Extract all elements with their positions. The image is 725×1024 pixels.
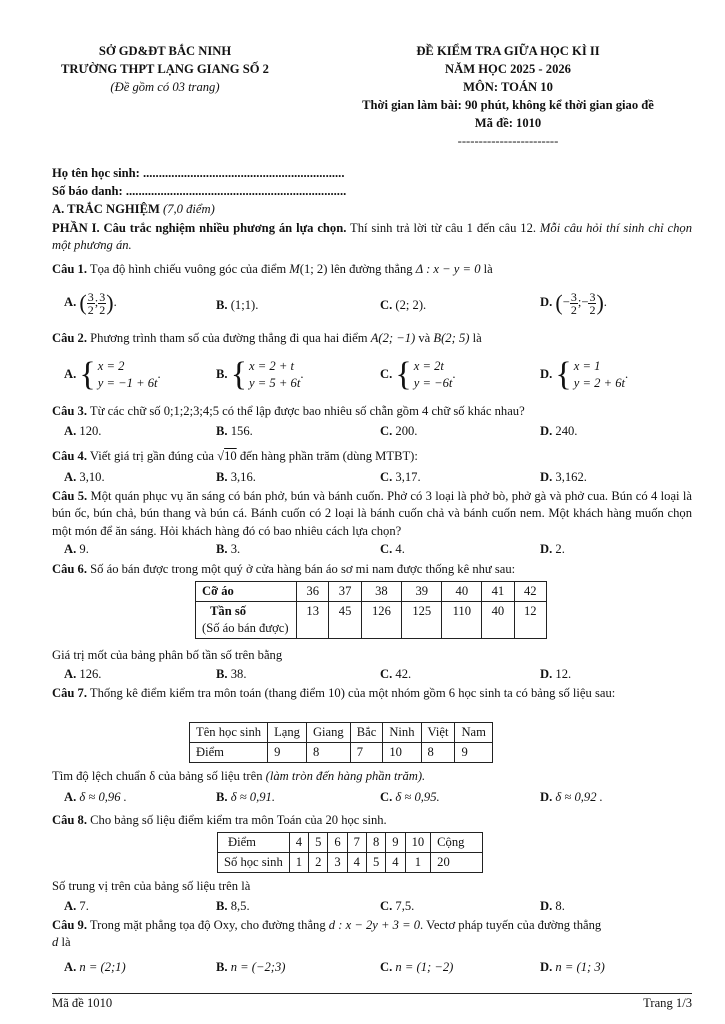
math-scores-table	[217, 832, 483, 873]
question-9	[52, 917, 692, 952]
option-label: C.	[380, 667, 393, 681]
option-a[interactable]	[64, 790, 127, 805]
option-value: 3,16.	[230, 470, 256, 484]
option-a[interactable]: A. { x = 2 y = −1 + 6t .	[64, 356, 161, 393]
table-cell: 12	[514, 602, 546, 639]
math-point-b: B(2; 5)	[433, 331, 470, 345]
option-value: 12.	[555, 667, 572, 681]
table-cell: 7	[350, 743, 383, 763]
table-cell: 7	[347, 833, 366, 853]
table-cell: 40	[442, 582, 482, 602]
paren-close: )	[596, 290, 604, 315]
option-label: A.	[64, 470, 77, 484]
denominator: 2	[99, 302, 106, 317]
option-value: 3,162.	[555, 470, 587, 484]
option-value: n = (2;1)	[79, 960, 126, 974]
brace-icon: {	[79, 356, 96, 393]
option-b[interactable]	[216, 470, 256, 485]
question-text: Số áo bán được trong một quý ở cửa hàng bán áo sơ mi nam được thống kê như sau:	[87, 562, 516, 576]
brace-icon: {	[230, 356, 248, 393]
option-label: B.	[216, 298, 228, 312]
option-d[interactable]	[540, 470, 587, 485]
frequency-sublabel: (Số áo bán được)	[202, 621, 289, 635]
table-cell: 4	[289, 833, 308, 853]
school-name: TRƯỜNG THPT LẠNG GIANG SỐ 2	[61, 62, 269, 76]
question-text: . Vectơ pháp tuyến của đường thẳng	[420, 918, 602, 932]
paren-open: (	[555, 290, 563, 315]
option-value: 3,17.	[395, 470, 421, 484]
option-d[interactable]	[540, 424, 577, 439]
numerator: 3	[99, 289, 106, 304]
option-a[interactable]	[64, 424, 101, 439]
option-a[interactable]	[64, 899, 89, 914]
table-cell: 38	[361, 582, 401, 602]
question-label: Câu 2.	[52, 331, 87, 345]
math-point: M	[289, 262, 300, 276]
question-text: đến hàng phần trăm (dùng MTBT):	[236, 449, 418, 463]
q2-options	[64, 358, 684, 396]
option-value: (1;1)	[230, 298, 256, 312]
table-cell: 9	[268, 743, 307, 763]
exam-title: ĐỀ KIỂM TRA GIỮA HỌC KÌ II	[416, 44, 600, 58]
option-label: D.	[540, 899, 553, 913]
option-value: 2.	[555, 542, 565, 556]
table-cell: 42	[514, 582, 546, 602]
question-text: Viết giá trị gần đúng của	[87, 449, 218, 463]
q7-options	[64, 790, 684, 808]
option-label: C.	[380, 542, 393, 556]
table-header-cell: Số học sinh	[218, 853, 290, 873]
option-a[interactable]	[64, 470, 105, 485]
question-text: và	[415, 331, 434, 345]
option-b[interactable]	[216, 899, 250, 914]
option-label: D.	[540, 424, 553, 438]
paren-open: (	[79, 290, 87, 315]
option-value: 7,5.	[395, 899, 415, 913]
equation-line: y = −6t	[413, 376, 453, 390]
table-cell: 9	[386, 833, 405, 853]
question-8-prompt: Số trung vị trên của bảng số liệu trên là	[52, 879, 251, 893]
table-cell: 126	[361, 602, 401, 639]
question-7-prompt	[52, 769, 425, 784]
q9-options	[64, 960, 684, 978]
option-c[interactable]	[380, 542, 405, 557]
question-4	[52, 448, 692, 465]
math-coords: (1; 2)	[299, 262, 328, 276]
paren-close: )	[106, 290, 114, 315]
question-text: Phương trình tham số của đường thẳng đi qua hai điểm	[87, 331, 371, 345]
option-label: C.	[380, 899, 393, 913]
option-label: C.	[380, 424, 393, 438]
option-b[interactable]: B. (1;1).	[216, 298, 259, 312]
equation-line: x = 2	[97, 359, 125, 373]
table-cell: 1	[405, 853, 431, 873]
brace-icon: {	[395, 356, 412, 393]
question-text: Một quán phục vụ ăn sáng có bán phở, bún và bánh cuốn. Phở có 3 loại là phở bò, phở gà và phở cua. Bún có 4 loại là bún ốc, bún chả, bún thang và bún cá. Bánh cuốn có 2 loại là bánh cuốn chả và bánh cuốn nem. Một khách hàng muốn chọn một món để ăn sáng. Hỏi khách hàng đó có bao nhiêu cách lựa chọn?	[52, 489, 692, 538]
numerator: 3	[589, 289, 596, 304]
option-value: 8,5.	[230, 899, 250, 913]
table-header-cell	[196, 602, 297, 639]
option-label: A.	[64, 366, 77, 381]
footer-exam-code: Mã đề 1010	[52, 996, 113, 1010]
option-d[interactable]	[540, 899, 565, 914]
table-cell: Nam	[455, 723, 492, 743]
school-year: NĂM HỌC 2025 - 2026	[445, 62, 571, 76]
equation-line: y = −1 + 6t	[97, 376, 158, 390]
question-label: Câu 4.	[52, 449, 87, 463]
option-label: B.	[216, 424, 228, 438]
question-1	[52, 261, 692, 278]
table-cell: 41	[482, 582, 514, 602]
equation-line: x = 2 + t	[249, 359, 295, 373]
option-value: n = (−2;3)	[230, 960, 286, 974]
option-label: C.	[380, 470, 393, 484]
option-value: 120.	[79, 424, 102, 438]
denominator: 2	[570, 302, 577, 317]
pages-note: (Đề gồm có 03 trang)	[110, 80, 220, 94]
option-value: n = (1; 3)	[555, 960, 605, 974]
option-label: D.	[540, 470, 553, 484]
option-label: D.	[540, 366, 553, 381]
option-d[interactable]	[540, 960, 605, 975]
part1-title: PHẦN I. Câu trắc nghiệm nhiều phương án lựa chọn.	[52, 221, 347, 235]
question-label: Câu 6.	[52, 562, 87, 576]
question-3	[52, 403, 692, 420]
option-label: C.	[380, 366, 393, 381]
option-value: δ ≈ 0,95.	[395, 790, 440, 804]
table-cell: 9	[455, 743, 492, 763]
equation-system	[231, 358, 301, 392]
option-label: D.	[540, 542, 553, 556]
option-value: 3.	[230, 542, 241, 556]
student-name-line: Họ tên học sinh: ................................................................	[52, 166, 345, 180]
option-b[interactable]: B. { x = 2 + t y = 5 + 6t .	[216, 356, 304, 393]
option-d[interactable]	[540, 667, 571, 682]
table-cell: 10	[405, 833, 431, 853]
option-value: 3,10.	[79, 470, 105, 484]
question-2	[52, 330, 692, 347]
question-7	[52, 685, 692, 702]
table-header-cell: Tên học sinh	[190, 723, 268, 743]
table-cell: 40	[482, 602, 514, 639]
question-8	[52, 812, 692, 829]
option-d[interactable]	[540, 790, 603, 805]
math-point-a: A(2; −1)	[370, 331, 416, 345]
option-value: 7.	[79, 899, 89, 913]
option-label: C.	[380, 298, 393, 312]
table-cell: 8	[306, 743, 350, 763]
option-label: A.	[64, 424, 77, 438]
option-label: A.	[64, 899, 77, 913]
table-cell: 5	[366, 853, 385, 873]
option-b[interactable]	[216, 667, 246, 682]
table-cell: 2	[309, 853, 328, 873]
option-value: 156.	[230, 424, 253, 438]
table-cell: 6	[328, 833, 347, 853]
math-line: Δ : x − y = 0	[415, 262, 481, 276]
option-value: 9.	[79, 542, 89, 556]
question-text: là	[480, 262, 493, 276]
department-name: SỞ GD&ĐT BẮC NINH	[98, 44, 232, 58]
denominator: 2	[87, 302, 94, 317]
student-id-line: Số báo danh: ......................................................................	[52, 184, 347, 198]
footer-divider	[52, 993, 692, 994]
option-label: A.	[64, 294, 77, 309]
part1-note: Mỗi câu hỏi thí sinh chỉ chọn một phương án.	[52, 221, 693, 253]
option-a[interactable]	[64, 960, 126, 975]
option-label: B.	[216, 790, 228, 804]
option-c[interactable]	[380, 790, 440, 805]
option-a[interactable]	[64, 542, 89, 557]
option-c[interactable]: C. (2; 2).	[380, 298, 427, 312]
option-value: 200.	[395, 424, 418, 438]
option-label: D.	[540, 667, 553, 681]
table-header-cell: Điểm	[190, 743, 268, 763]
table-cell: Bắc	[350, 723, 383, 743]
table-cell: Ninh	[383, 723, 421, 743]
option-label: C.	[380, 790, 393, 804]
option-b[interactable]	[216, 960, 285, 975]
question-text: là	[58, 935, 71, 950]
option-label: C.	[380, 960, 393, 974]
table-cell: 45	[329, 602, 361, 639]
option-c[interactable]	[380, 424, 417, 439]
option-label: B.	[216, 960, 228, 974]
option-label: A.	[64, 667, 77, 681]
part1-text: Thí sinh trả lời từ câu 1 đến câu 12.	[346, 221, 540, 235]
table-cell: 36	[297, 582, 329, 602]
subject: MÔN: TOÁN 10	[463, 80, 553, 94]
brace-icon: {	[555, 356, 572, 393]
question-label: Câu 9.	[52, 918, 87, 932]
option-a[interactable]	[64, 667, 101, 682]
option-value: 38.	[230, 667, 247, 681]
q6-options	[64, 667, 684, 685]
header-rule: ------------------------	[457, 134, 559, 148]
question-6	[52, 561, 692, 578]
numerator: 3	[570, 289, 577, 304]
question-label: Câu 1.	[52, 262, 87, 276]
option-d[interactable]: D. { x = 1 y = 2 + 6t .	[540, 356, 629, 393]
table-cell: 20	[431, 853, 483, 873]
q4-options	[64, 470, 684, 488]
table-cell: Lạng	[268, 723, 307, 743]
option-value: 8.	[555, 899, 565, 913]
option-label: D.	[540, 960, 553, 974]
option-label: A.	[64, 960, 77, 974]
table-row	[190, 743, 493, 763]
option-label: B.	[216, 667, 228, 681]
table-cell: 8	[421, 743, 455, 763]
fraction	[87, 291, 95, 316]
table-cell: 5	[309, 833, 328, 853]
option-value: 240.	[555, 424, 578, 438]
table-row	[218, 853, 483, 873]
section-a-points: (7,0 điểm)	[163, 202, 215, 216]
q8-options	[64, 899, 684, 917]
option-label: A.	[64, 790, 77, 804]
question-text: Từ các chữ số 0;1;2;3;4;5 có thể lập được bao nhiêu số chẵn gồm 4 chữ số khác nhau?	[87, 404, 525, 418]
table-row	[190, 723, 493, 743]
question-label: Câu 7.	[52, 686, 87, 700]
q3-options	[64, 424, 684, 442]
fraction	[570, 291, 578, 316]
table-cell: 39	[402, 582, 442, 602]
equation-system	[79, 358, 157, 392]
question-text: Tìm độ lệch chuẩn δ của bảng số liệu trên	[52, 769, 266, 783]
option-value: 126.	[79, 667, 102, 681]
shirt-size-table	[195, 581, 547, 639]
table-cell: Giang	[306, 723, 350, 743]
question-text: Tọa độ hình chiếu vuông góc của điểm	[87, 262, 290, 276]
question-text: Thống kê điểm kiểm tra môn toán (thang điểm 10) của một nhóm gồm 6 học sinh ta có bảng số liệu sau:	[87, 686, 616, 700]
question-label: Câu 5.	[52, 489, 88, 503]
equation-line: x = 1	[573, 359, 601, 373]
table-cell: Việt	[421, 723, 455, 743]
table-cell: 4	[386, 853, 405, 873]
option-value: δ ≈ 0,92 .	[555, 790, 603, 804]
sqrt-icon: √	[217, 449, 225, 463]
option-label: B.	[216, 470, 228, 484]
equation-line: y = 2 + 6t	[573, 376, 626, 390]
question-text: Trong mặt phẳng tọa độ Oxy, cho đường thẳng	[87, 918, 329, 932]
question-text: là	[469, 331, 482, 345]
footer-page-number: Trang 1/3	[643, 996, 692, 1010]
table-cell: 37	[329, 582, 361, 602]
option-d[interactable]: D. (− $\frac{3}{2}$ ;− $\frac{3}{2}$ ).	[540, 289, 607, 317]
option-label: D.	[540, 790, 553, 804]
option-value: δ ≈ 0,96 .	[79, 790, 127, 804]
option-label: B.	[216, 899, 228, 913]
table-header-cell: Cỡ áo	[196, 582, 297, 602]
math-line: d : x − 2y + 3 = 0	[328, 918, 421, 932]
option-c[interactable]	[380, 667, 411, 682]
option-c[interactable]	[380, 899, 414, 914]
table-row	[218, 833, 483, 853]
option-value: 42.	[395, 667, 412, 681]
option-b[interactable]	[216, 424, 253, 439]
table-header-cell: Điểm	[218, 833, 290, 853]
question-text: Cho bảng số liệu điểm kiểm tra môn Toán của 20 học sinh.	[87, 813, 387, 827]
table-cell: 1	[289, 853, 308, 873]
option-c[interactable]: C. { x = 2t y = −6t .	[380, 356, 456, 393]
question-6-prompt: Giá trị mốt của bảng phân bố tần số trên bằng	[52, 648, 283, 662]
table-cell: 125	[402, 602, 442, 639]
part1-instructions	[52, 220, 692, 255]
question-5	[52, 488, 692, 540]
header-right	[318, 42, 698, 150]
q5-options	[64, 542, 684, 560]
student-scores-table	[189, 722, 493, 763]
table-cell: 4	[347, 853, 366, 873]
equation-line: x = 2t	[413, 359, 444, 373]
question-note: (làm tròn đến hàng phần trăm).	[265, 769, 426, 783]
section-a-title: A. TRẮC NGHIỆM	[52, 202, 160, 216]
q1-options	[64, 290, 684, 324]
time-allowed: Thời gian làm bài: 90 phút, không kể thời gian giao đề	[362, 98, 654, 112]
question-label: Câu 3.	[52, 404, 87, 418]
option-d[interactable]	[540, 542, 565, 557]
equation-system	[395, 358, 452, 392]
option-label: B.	[216, 542, 228, 556]
table-row	[196, 602, 547, 639]
question-label: Câu 8.	[52, 813, 87, 827]
equation-line: y = 5 + 6t	[249, 376, 301, 390]
denominator: 2	[589, 302, 596, 317]
table-row	[196, 582, 547, 602]
table-cell: Cộng	[431, 833, 483, 853]
option-value: n = (1; −2)	[395, 960, 454, 974]
option-value: (2; 2)	[395, 298, 424, 312]
frequency-label: Tần số	[210, 604, 247, 618]
option-label: D.	[540, 294, 553, 309]
table-cell: 10	[383, 743, 421, 763]
equation-system	[555, 358, 625, 392]
table-cell: 13	[297, 602, 329, 639]
option-c[interactable]	[380, 470, 421, 485]
table-cell: 8	[366, 833, 385, 853]
option-value: 4.	[395, 542, 405, 556]
question-text: lên đường thẳng	[327, 262, 416, 276]
option-b[interactable]	[216, 542, 240, 557]
section-a-heading	[52, 202, 215, 217]
option-a[interactable]: A. ( $\frac{3}{2}$ ; $\frac{3}{2}$ ).	[64, 289, 117, 317]
numerator: 3	[87, 289, 94, 304]
option-value: δ ≈ 0,91.	[230, 790, 275, 804]
option-c[interactable]	[380, 960, 453, 975]
table-cell: 110	[442, 602, 482, 639]
exam-code: Mã đề: 1010	[474, 116, 542, 130]
math-line-name: d	[52, 935, 59, 950]
radicand: 10	[224, 449, 237, 463]
option-label: A.	[64, 542, 77, 556]
header-left	[30, 42, 300, 96]
table-cell: 3	[328, 853, 347, 873]
option-b[interactable]	[216, 790, 275, 805]
option-label: B.	[216, 366, 228, 381]
